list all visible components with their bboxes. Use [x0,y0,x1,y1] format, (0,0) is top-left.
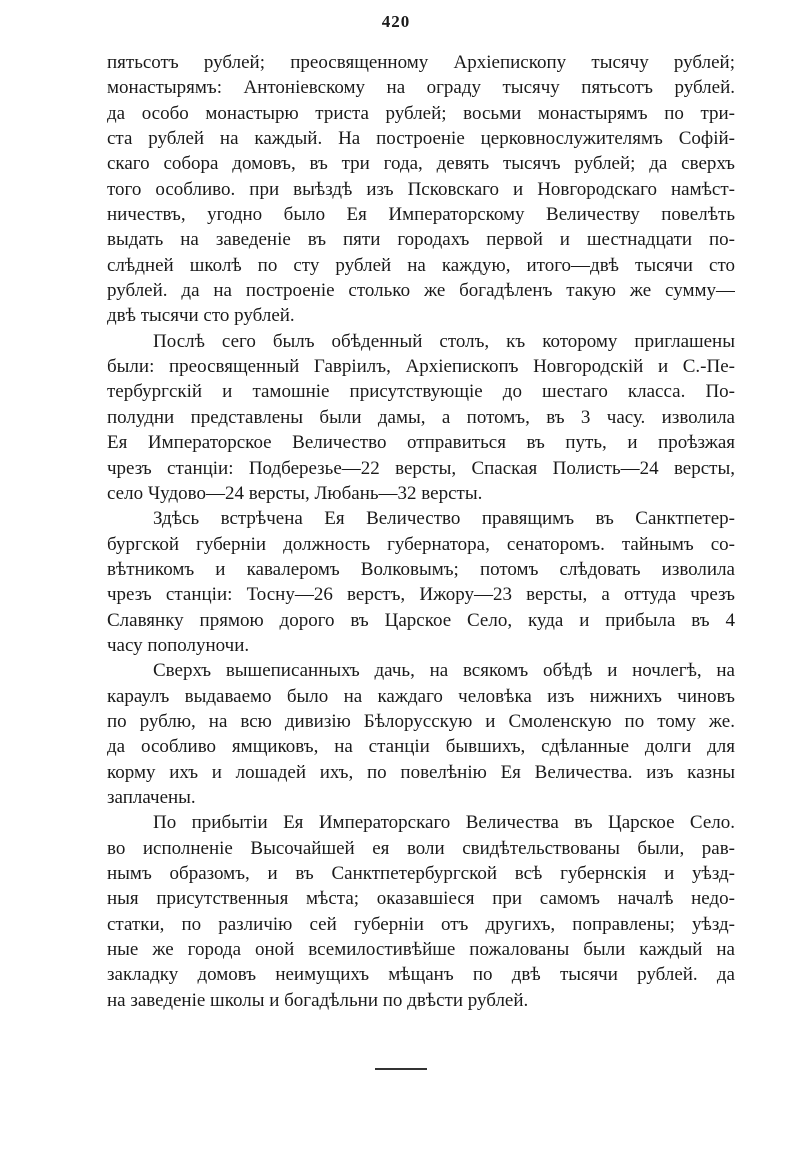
text-line: выдать на заведеніе въ пяти городахъ первой и шестнадцати по- [107,229,735,251]
text-line: да особо монастырю триста рублей; восьми монастырямъ по три- [107,102,735,124]
text-line: Послѣ сего былъ обѣденный столъ, къ которому приглашены [153,330,735,352]
text-line: слѣдней школѣ по сту рублей на каждую, итого—двѣ тысячи сто [107,254,735,276]
paragraph-3 [107,506,735,658]
text-line: ныя присутственныя мѣста; оказавшіеся при самомъ началѣ недо- [107,888,735,910]
text-line: на заведеніе школы и богадѣльни по двѣсти рублей. [107,989,529,1011]
text-line: вѣтникомъ и кавалеромъ Волковымъ; потомъ слѣдовать изволила [107,558,735,580]
text-line: были: преосвященный Гавріилъ, Архіепископъ Новгородскій и С.-Пе- [107,356,735,378]
text-line: по рублю, на всю дивизію Бѣлорусскую и Смоленскую по тому же. [107,710,735,732]
end-divider-rule [375,1068,427,1070]
text-line: чрезъ станціи: Подберезье—22 версты, Спаская Полисть—24 версты, [107,457,735,479]
text-line: во исполненіе Высочайшей ея воли свидѣтельствованы были, рав- [107,837,735,859]
text-line: бургской губерніи должность губернатора, сенаторомъ. тайнымъ со- [107,533,735,555]
paragraph-5 [107,810,735,1013]
text-line: Ея Императорское Величество отправиться въ путь, и проѣзжая [107,432,735,454]
text-line: корму ихъ и лошадей ихъ, по повелѣнію Ея Величества. изъ казны [107,761,735,783]
text-line: Славянку прямою дорого въ Царское Село, куда и прибыла въ 4 [107,609,735,631]
text-line: тербургскій и тамошніе присутствующіе до шестаго класса. По- [107,381,735,403]
paragraph-4 [107,658,735,810]
text-line: ста рублей на каждый. На построеніе церковнослужителямъ Софій- [107,128,735,150]
text-line: заплачены. [107,786,196,808]
text-line: рублей. да на построеніе столько же богадѣленъ такую же сумму— [107,280,735,302]
text-line: чрезъ станціи: Тосну—26 верстъ, Ижору—23 версты, а оттуда чрезъ [107,584,735,606]
text-line: да особливо ямщиковъ, на станціи бывшихъ, сдѣланные долги для [107,736,735,758]
text-line: село Чудово—24 версты, Любань—32 версты. [107,482,483,504]
text-line: двѣ тысячи сто рублей. [107,305,295,327]
text-line: пятьсотъ рублей; преосвященному Архіепископу тысячу рублей; [107,52,735,73]
paragraph-2 [107,329,735,506]
page-number: 420 [381,12,411,31]
paragraph-1 [107,50,735,329]
text-line: закладку домовъ неимущихъ мѣщанъ по двѣ тысячи рублей. да [107,964,735,986]
text-line: По прибытіи Ея Императорскаго Величества въ Царское Село. [153,812,735,834]
text-line: монастырямъ: Антоніевскому на ограду тысячу пятьсотъ рублей. [107,77,735,99]
text-line: ничествъ, угодно было Ея Императорскому Величеству повелѣть [107,204,735,226]
text-line: статки, по различію сей губерніи отъ другихъ, поправлены; уѣзд- [107,913,735,935]
text-line: Здѣсь встрѣчена Ея Величество правящимъ въ Санктпетер- [153,508,735,530]
text-line: караулъ выдаваемо было на каждаго человѣка изъ нижнихъ чиновъ [107,685,735,707]
text-line: полудни представлены были дамы, а потомъ, въ 3 часу. изволила [107,406,735,428]
body-text [107,50,735,1013]
text-line: скаго собора домовъ, въ три года, девять тысячъ рублей; да сверхъ [107,153,735,175]
text-line: часу пополуночи. [107,634,250,656]
text-line: Сверхъ вышеписанныхъ дачь, на всякомъ обѣдѣ и ночлегѣ, на [153,660,735,682]
text-line: нымъ образомъ, и въ Санктпетербургской всѣ губернскія и уѣзд- [107,863,735,884]
text-line: ные же города оной всемилостивѣйше пожалованы были каждый на [107,939,735,961]
text-line: того особливо. при выѣздѣ изъ Псковскаго и Новгородскаго намѣст- [107,178,735,200]
